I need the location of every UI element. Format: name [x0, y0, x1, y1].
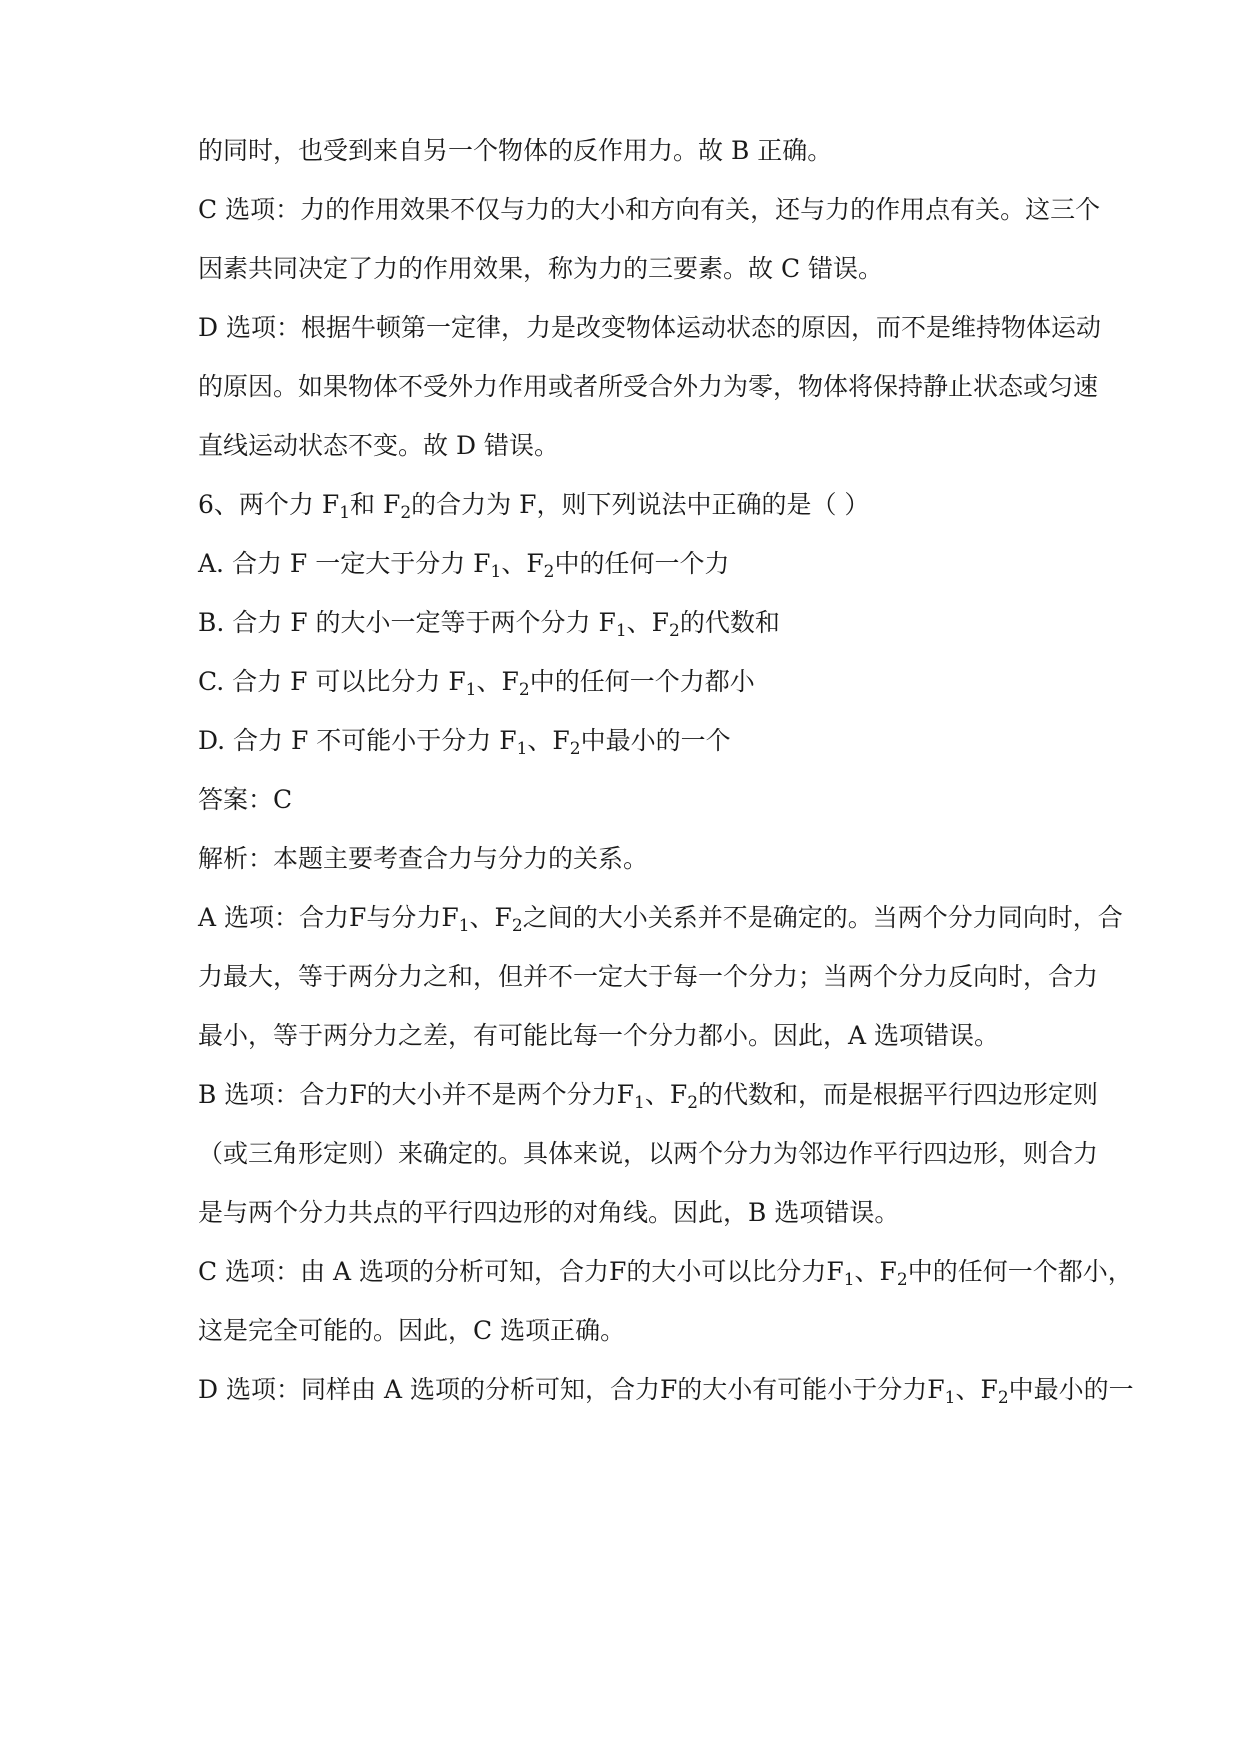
answer-line: 答案：C [198, 785, 293, 814]
analysis-a-line-1: A 选项：合力F与分力$F_1$、$F_2$之间的大小关系并不是确定的。当两个分力同向时，合 [198, 903, 1123, 936]
option-d: D. 合力 F 不可能小于分力 $F_1$、$F_2$中最小的一个 [198, 726, 731, 759]
text-line: D 选项：根据牛顿第一定律，力是改变物体运动状态的原因，而不是维持物体运动 [198, 313, 1101, 342]
text-line: 的同时，也受到来自另一个物体的反作用力。故 B 正确。 [198, 136, 833, 165]
analysis-c-line-1: C 选项：由 A 选项的分析可知，合力F的大小可以比分力$F_1$、$F_2$中的任何一个都小， [198, 1257, 1133, 1290]
option-a: A. 合力 F 一定大于分力 $F_1$、$F_2$中的任何一个力 [198, 549, 730, 582]
analysis-a-line-3: 最小，等于两分力之差，有可能比每一个分力都小。因此，A 选项错误。 [198, 1021, 1000, 1050]
text-line: 因素共同决定了力的作用效果，称为力的三要素。故 C 错误。 [198, 254, 884, 283]
analysis-a-line-2: 力最大，等于两分力之和，但并不一定大于每一个分力；当两个分力反向时，合力 [198, 962, 1099, 991]
analysis-heading: 解析：本题主要考查合力与分力的关系。 [198, 844, 649, 873]
analysis-b-line-2: （或三角形定则）来确定的。具体来说，以两个分力为邻边作平行四边形，则合力 [198, 1139, 1099, 1168]
text-line: C 选项：力的作用效果不仅与力的大小和方向有关，还与力的作用点有关。这三个 [198, 195, 1101, 224]
analysis-b-line-1: B 选项：合力F的大小并不是两个分力$F_1$、$F_2$的代数和，而是根据平行四边形定则 [198, 1080, 1099, 1113]
text-line: 的原因。如果物体不受外力作用或者所受合外力为零，物体将保持静止状态或匀速 [198, 372, 1099, 401]
text-line: 直线运动状态不变。故 D 错误。 [198, 431, 559, 460]
analysis-d-line-1: D 选项：同样由 A 选项的分析可知，合力F的大小有可能小于分力$F_1$、$F_2$中最小的一 [198, 1375, 1134, 1408]
analysis-b-line-3: 是与两个分力共点的平行四边形的对角线。因此，B 选项错误。 [198, 1198, 900, 1227]
question-6: 6、两个力 $F_1$和 $F_2$的合力为 F，则下列说法中正确的是（ ） [198, 490, 870, 523]
option-b: B. 合力 F 的大小一定等于两个分力 $F_1$、$F_2$的代数和 [198, 608, 780, 641]
option-c: C. 合力 F 可以比分力 $F_1$、$F_2$中的任何一个力都小 [198, 667, 755, 700]
analysis-c-line-2: 这是完全可能的。因此，C 选项正确。 [198, 1316, 626, 1345]
